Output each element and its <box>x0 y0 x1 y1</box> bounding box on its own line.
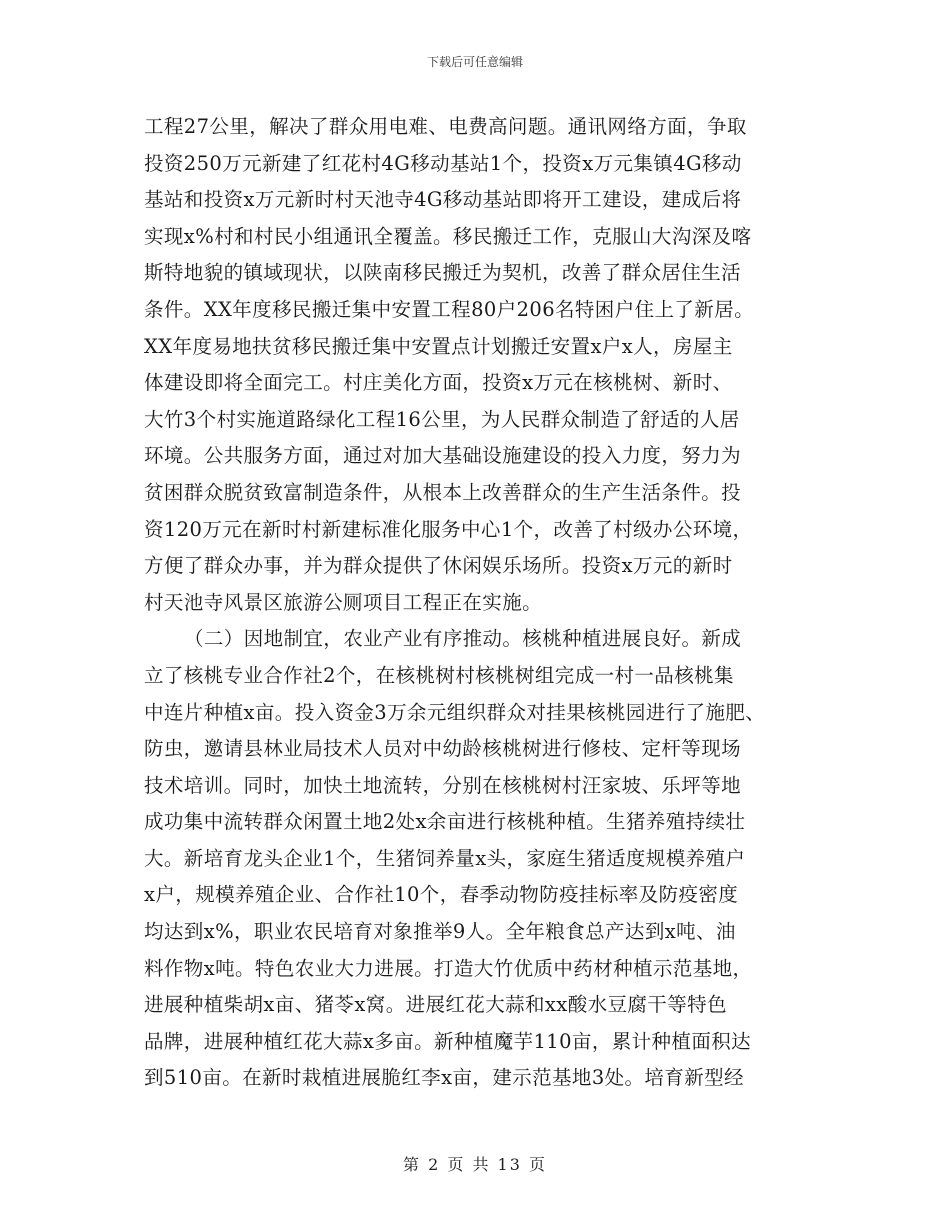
body-line: 立了核桃专业合作社2个，在核桃树村核桃树组完成一村一品核桃集 <box>144 663 734 687</box>
body-line: 条件。XX年度移民搬迁集中安置工程80户206名特困户住上了新居。 <box>144 297 754 321</box>
body-line: 实现x%村和村民小组通讯全覆盖。移民搬迁工作，克服山大沟深及喀 <box>144 224 752 248</box>
body-line: 斯特地貌的镇域现状，以陕南移民搬迁为契机，改善了群众居住生活 <box>144 261 742 285</box>
body-line: 均达到x%，职业农民培育对象推举9人。全年粮食总产达到x吨、油 <box>144 920 736 944</box>
body-line: 料作物x吨。特色农业大力进展。打造大竹优质中药材种植示范基地， <box>144 956 753 980</box>
body-line: 成功集中流转群众闲置土地2处x余亩进行核桃种植。生猪养殖持续壮 <box>144 810 746 834</box>
body-line: 村天池寺风景区旅游公厕项目工程正在实施。 <box>144 590 543 614</box>
body-line: 资120万元在新时村新建标准化服务中心1个，改善了村级办公环境， <box>144 517 753 541</box>
section-heading-line: （二）因地制宜，农业产业有序推动。核桃种植进展良好。新成 <box>184 627 742 651</box>
body-line: 品牌，进展种植红花大蒜x多亩。新种植魔芋110亩，累计种植面积达 <box>144 1029 752 1053</box>
body-line: 到510亩。在新时栽植进展脆红李x亩，建示范基地3处。培育新型经 <box>144 1066 744 1090</box>
body-line: 体建设即将全面完工。村庄美化方面，投资x万元在核桃树、新时、 <box>144 371 733 395</box>
body-line: 工程27公里，解决了群众用电难、电费高问题。通讯网络方面，争取 <box>144 115 747 138</box>
body-line: 大竹3个村实施道路绿化工程16公里，为人民群众制造了舒适的人居 <box>144 407 740 431</box>
body-line: 基站和投资x万元新时村天池寺4G移动基站即将开工建设，建成后将 <box>144 188 742 212</box>
body-line: x户，规模养殖企业、合作社10个，春季动物防疫挂标率及防疫密度 <box>144 883 739 907</box>
body-line: 方便了群众办事，并为群众提供了休闲娱乐场所。投资x万元的新时 <box>144 554 733 578</box>
body-line: 投资250万元新建了红花村4G移动基站1个，投资x万元集镇4G移动 <box>144 151 742 175</box>
body-line: 大。新培育龙头企业1个，生猪饲养量x头，家庭生猪适度规模养殖户 <box>144 846 746 870</box>
document-body <box>144 109 814 1097</box>
body-line: 进展种植柴胡x亩、猪苓x窝。进展红花大蒜和xx酸水豆腐干等特色 <box>144 993 727 1017</box>
page-header: 下载后可任意编辑 <box>426 55 523 69</box>
page-number-footer: 第 2 页 共 13 页 <box>403 1155 547 1174</box>
body-line: 环境。公共服务方面，通过对加大基础设施建设的投入力度，努力为 <box>144 444 742 468</box>
body-line: 中连片种植x亩。投入资金3万余元组织群众对挂果核桃园进行了施肥、 <box>144 700 766 724</box>
body-line: 防虫，邀请县林业局技术人员对中幼龄核桃树进行修枝、定杆等现场 <box>144 737 742 761</box>
body-line: 贫困群众脱贫致富制造条件，从根本上改善群众的生产生活条件。投 <box>144 480 742 504</box>
body-line: XX年度易地扶贫移民搬迁集中安置点计划搬迁安置x户x人，房屋主 <box>144 334 733 358</box>
body-line: 技术培训。同时，加快土地流转，分别在核桃树村汪家坡、乐坪等地 <box>144 773 742 797</box>
